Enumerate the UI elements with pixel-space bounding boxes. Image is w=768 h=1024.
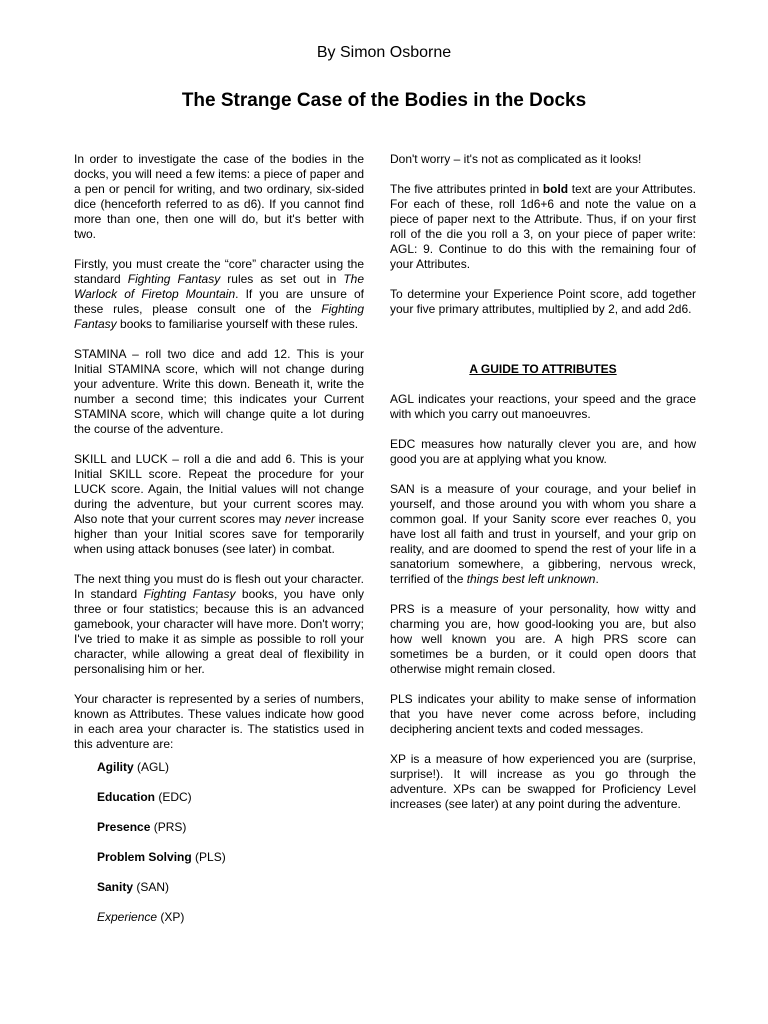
san-paragraph: SAN is a measure of your courage, and your belief in yourself, and those around you with whom you share a common goal. If your Sanity score ever reaches 0, you have lost all faith and trust in yourself, and your grip on reality, and are doomed to spend the rest of your life in a sanatorium somewhere, a gibbering, nervous wreck, terrified of the things best left unknown.	[390, 482, 696, 586]
flesh-out-paragraph: The next thing you must do is flesh out your character. In standard Fighting Fantasy books, you have only three or four statistics; because this is an advanced gamebook, your character will have more. Don't worry; I've tried to make it as simple as possible to roll your character, while allowing a great deal of flexibility in personalising him or her.	[74, 572, 365, 676]
attribute-list	[97, 760, 364, 925]
attribute-item: Sanity (SAN)	[97, 880, 170, 894]
core-character-paragraph: Firstly, you must create the “core” character using the standard Fighting Fantasy rules as set out in The Warlock of Firetop Mountain. If you are unsure of these rules, please consult one of the Fighting Fantasy books to familiarise yourself with these rules.	[74, 257, 365, 331]
stamina-paragraph: STAMINA – roll two dice and add 12. This is your Initial STAMINA score, which will not change during your adventure. Write this down. Beneath it, write the number a second time; this indicates your Current STAMINA score, which will change quite a lot during the course of the adventure.	[74, 347, 364, 436]
pls-paragraph: PLS indicates your ability to make sense of information that you have never come across before, including deciphering ancient texts and coded messages.	[390, 692, 696, 736]
agl-paragraph: AGL indicates your reactions, your speed and the grace with which you carry out manoeuvres.	[390, 392, 696, 421]
attribute-item: Presence (PRS)	[97, 820, 187, 834]
attribute-item: Education (EDC)	[97, 790, 192, 804]
section-heading: A GUIDE TO ATTRIBUTES	[469, 362, 617, 376]
attribute-item: Problem Solving (PLS)	[97, 850, 226, 864]
attributes-intro-paragraph: Your character is represented by a series of numbers, known as Attributes. These values indicate how good in each area your character is. The statistics used in this adventure are:	[74, 692, 364, 751]
xp-paragraph: XP is a measure of how experienced you are (surprise, surprise!). It will increase as you go through the adventure. XPs can be swapped for Proficiency Level increases (see later) at any point during the adventure.	[390, 752, 696, 811]
experience-points-paragraph: To determine your Experience Point score, add together your five primary attributes, multiplied by 2, and add 2d6.	[390, 287, 696, 316]
edc-paragraph: EDC measures how naturally clever you are, and how good you are at applying what you know.	[390, 437, 696, 466]
roll-attributes-paragraph: The five attributes printed in bold text are your Attributes. For each of these, roll 1d6+6 and note the value on a piece of paper next to the Attribute. Thus, if on your first roll of the die you roll a 3, on your piece of paper write: AGL: 9. Continue to do this with the remaining four of your Attributes.	[390, 182, 696, 271]
attribute-item-experience: Experience (XP)	[97, 910, 185, 924]
attribute-item: Agility (AGL)	[97, 760, 170, 774]
left-column	[74, 152, 364, 940]
author-line: By Simon Osborne	[316, 44, 452, 61]
skill-luck-paragraph: SKILL and LUCK – roll a die and add 6. This is your Initial SKILL score. Repeat the procedure for your LUCK score. Again, the Initial values will not change during the adventure, but your current scores may. Also note that your current scores may never increase higher than your Initial scores save for temporarily when using attack bonuses (see later) in combat.	[74, 452, 364, 556]
reassurance-paragraph: Don't worry – it's not as complicated as it looks!	[390, 152, 642, 166]
intro-paragraph: In order to investigate the case of the bodies in the docks, you will need a few items: a piece of paper and a pen or pencil for writing, and two ordinary, six-sided dice (henceforth referred to as d6). If you cannot find more than one, then one will do, but it's better with two.	[74, 152, 364, 241]
document-title: The Strange Case of the Bodies in the Docks	[181, 90, 587, 111]
prs-paragraph: PRS is a measure of your personality, how witty and charming you are, how good-looking you are, but also how well known you are. A high PRS score can sometimes be a burden, or it could open doors that otherwise might remain closed.	[390, 602, 696, 676]
right-column	[390, 152, 696, 827]
